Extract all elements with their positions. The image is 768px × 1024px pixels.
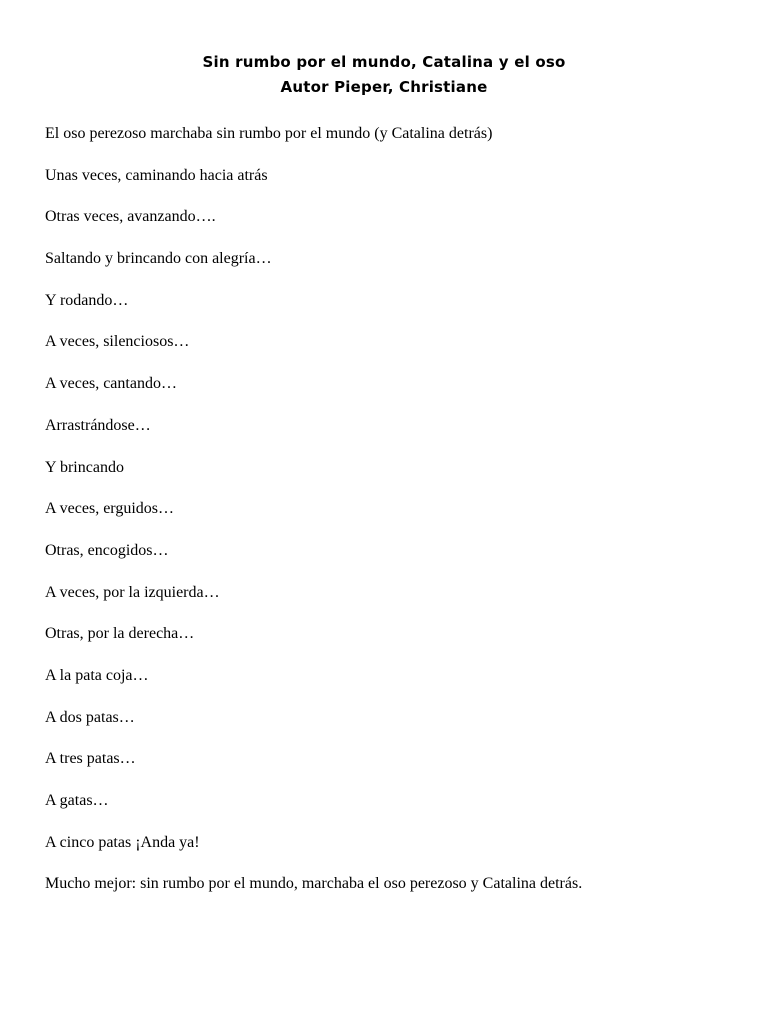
story-line: Otras, por la derecha… [45, 625, 195, 643]
story-line: Y brincando [45, 458, 124, 476]
story-line: A veces, erguidos… [45, 500, 175, 518]
story-line: A gatas… [45, 792, 109, 809]
story-line: A veces, silenciosos… [45, 333, 190, 351]
story-lines [45, 122, 745, 914]
story-line: Y rodando… [45, 291, 129, 309]
story-line: A veces, cantando… [45, 375, 177, 393]
story-line: Mucho mejor: sin rumbo por el mundo, marchaba el oso perezoso y Catalina detrás. [45, 875, 583, 893]
story-line: El oso perezoso marchaba sin rumbo por el mundo (y Catalina detrás) [45, 125, 493, 142]
story-line: Saltando y brincando con alegría… [45, 250, 272, 268]
title-block [0, 50, 768, 100]
story-line: Otras, encogidos… [45, 541, 169, 559]
story-line: Unas veces, caminando hacia atrás [45, 166, 268, 184]
story-line: A dos patas… [45, 708, 135, 726]
document-title: Sin rumbo por el mundo, Catalina y el oso [202, 53, 566, 71]
story-line: A la pata coja… [45, 666, 149, 684]
story-line: Otras veces, avanzando…. [45, 208, 216, 226]
story-line: A veces, por la izquierda… [45, 583, 220, 601]
story-line: A tres patas… [45, 750, 136, 768]
document-author: Autor Pieper, Christiane [280, 78, 488, 96]
story-line: A cinco patas ¡Anda ya! [45, 833, 200, 851]
story-line: Arrastrándose… [45, 416, 151, 434]
